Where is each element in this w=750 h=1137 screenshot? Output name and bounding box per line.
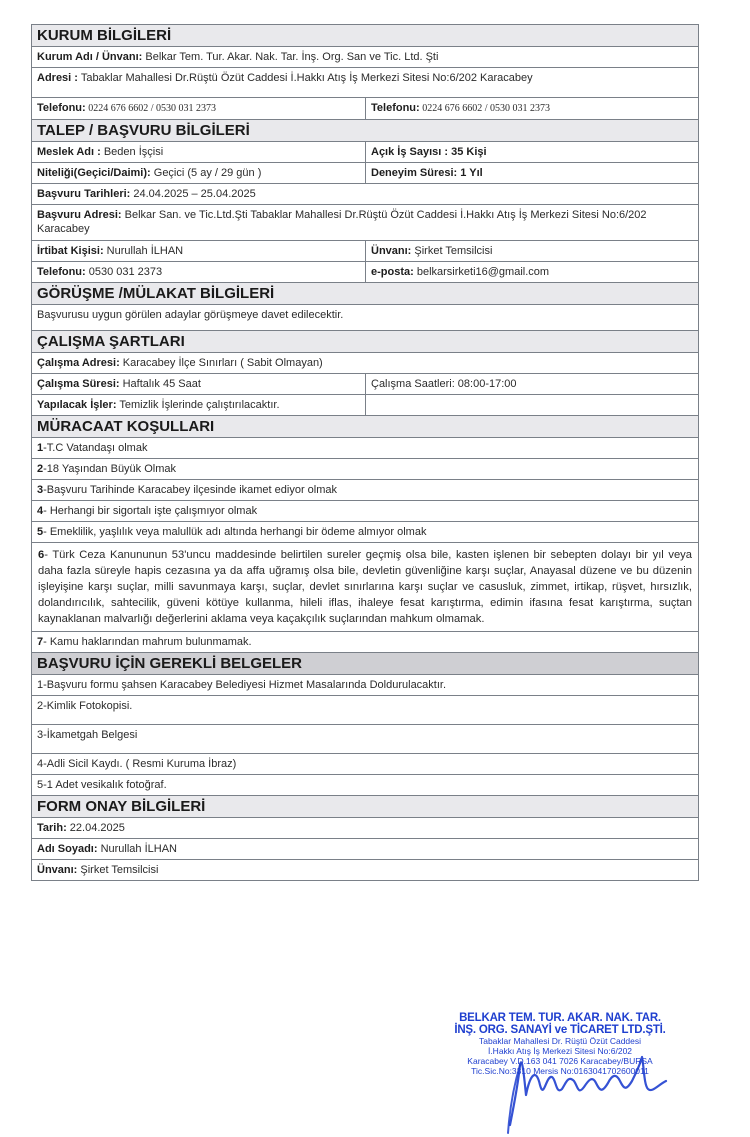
label-deneyim: Deneyim Süresi: 1 Yıl [371,167,483,179]
condition-item: 7- Kamu haklarından mahrum bulunmamak. [32,632,698,653]
value-irtibat: Nurullah İLHAN [103,245,184,257]
row-nitelik [32,163,698,184]
row-onay-tarih [32,818,698,839]
row-basvuru-tarihleri [32,184,698,205]
condition-item: 1-T.C Vatandaşı olmak [32,438,698,459]
label-calisma-adresi: Çalışma Adresi: [37,357,120,369]
label-telefon-1: Telefonu: [37,102,86,114]
value-unvan: Şirket Temsilcisi [411,245,493,257]
document-item: 1-Başvuru formu şahsen Karacabey Belediyesi Hizmet Masalarında Doldurulacaktır. [32,675,698,696]
label-onay-ad: Adı Soyadı: [37,843,98,855]
stamp-line-1: BELKAR TEM. TUR. AKAR. NAK. TAR. [459,1012,661,1024]
label-telefon: Telefonu: [37,266,86,278]
section-header-gorusme: GÖRÜŞME /MÜLAKAT BİLGİLERİ [32,283,698,305]
condition-item: 6- Türk Ceza Kanununun 53'uncu maddesinde belirtilen sureler geçmiş olsa bile, kasten işlenen bir sebepten dolayı bir yıl veya daha fazla süreyle hapis cezasına ya da affa uğramış olsa bile, devletin güvenliğine karşı suçlar, Anayasal düzene ve bu düzenin işleyişine karşı suçlar, milli savunmaya karşı, suçlar, devlet sınırlarına karşı suçlar ve casusluk, zimmet, irtikap, rüşvet, hırsızlık, dolandırıcılık, sahtecilik, güveni kötüye kullanma, hileli iflas, ihaleye fesat karıştırma, edimin ifasına fesat karıştırma, suçtan kaynaklanan malvarlığı değerlerini aklama veya kaçakçılık suçlarından mahkum olmamak. [32,543,698,632]
row-yapilacak-isler [32,395,698,416]
condition-item: 4- Herhangi bir sigortalı işte çalışmıyor olmak [32,501,698,522]
value-onay-ad: Nurullah İLHAN [97,843,177,855]
value-meslek: Beden İşçisi [100,146,164,158]
document-item: 2-Kimlik Fotokopisi. [32,696,698,725]
label-onay-unvan: Ünvanı: [37,864,78,876]
label-basvuru-tarihleri: Başvuru Tarihleri: [37,188,131,200]
label-yapilacak-isler: Yapılacak İşler: [37,399,117,411]
row-onay-unvan [32,860,698,881]
row-iletisim [32,262,698,283]
section-header-belgeler: BAŞVURU İÇİN GEREKLİ BELGELER [32,653,698,675]
label-kurum-unvan: Kurum Adı / Ünvanı: [37,51,143,63]
document-item: 3-İkametgah Belgesi [32,725,698,754]
value-kurum-unvan: Belkar Tem. Tur. Akar. Nak. Tar. İnş. Org. San ve Tic. Ltd. Şti [142,51,439,63]
label-calisma-suresi: Çalışma Süresi: [37,378,120,390]
label-telefon-2: Telefonu: [371,102,420,114]
row-kurum-telefon [32,98,698,120]
label-onay-tarih: Tarih: [37,822,67,834]
value-eposta: belkarsirketi16@gmail.com [413,266,550,278]
value-basvuru-tarihleri: 24.04.2025 – 25.04.2025 [130,188,256,200]
value-nitelik: Geçici (5 ay / 29 gün ) [150,167,262,179]
label-meslek: Meslek Adı : [37,146,101,158]
stamp-line-3: Tabaklar Mahallesi Dr. Rüştü Özüt Caddesi [478,1036,642,1046]
value-kurum-adres: Tabaklar Mahallesi Dr.Rüştü Özüt Caddesi İ.Hakkı Atış İş Merkezi Sitesi No:6/202 Karacabey [77,72,533,84]
label-irtibat: İrtibat Kişisi: [37,245,104,257]
label-nitelik: Niteliği(Geçici/Daimi): [37,167,151,179]
row-meslek [32,142,698,163]
value-calisma-saatleri: Çalışma Saatleri: 08:00-17:00 [371,378,517,390]
value-yapilacak-isler: Temizlik İşlerinde çalıştırılacaktır. [116,399,280,411]
stamp-line-4: İ.Hakkı Atış İş Merkezi Sitesi No:6/202 [487,1046,633,1056]
section-header-kurum: KURUM BİLGİLERİ [32,25,698,47]
document-item: 4-Adli Sicil Kaydı. ( Resmi Kuruma İbraz) [32,754,698,775]
value-calisma-adresi: Karacabey İlçe Sınırları ( Sabit Olmayan) [119,357,323,369]
section-header-calisma: ÇALIŞMA ŞARTLARI [32,331,698,353]
label-unvan: Ünvanı: [371,245,412,257]
value-telefon: 0530 031 2373 [85,266,163,278]
value-onay-tarih: 22.04.2025 [66,822,125,834]
row-kurum-unvan [32,47,698,68]
section-header-onay: FORM ONAY BİLGİLERİ [32,796,698,818]
label-basvuru-adresi: Başvuru Adresi: [37,209,122,221]
label-eposta: e-posta: [371,266,414,278]
label-kurum-adres: Adresi : [37,72,78,84]
label-acik-is: Açık İş Sayısı : 35 Kişi [371,146,487,158]
value-onay-unvan: Şirket Temsilcisi [77,864,159,876]
job-posting-form [31,24,699,881]
stamp-line-6: Tic.Sic.No:3310 Mersis No:0163041702600011 [471,1066,649,1076]
row-irtibat [32,241,698,262]
value-telefon-2: 0224 676 6602 / 0530 031 2373 [419,103,550,114]
condition-item: 3-Başvuru Tarihinde Karacabey ilçesinde ikamet ediyor olmak [32,480,698,501]
value-calisma-suresi: Haftalık 45 Saat [119,378,201,390]
condition-item: 2-18 Yaşından Büyük Olmak [32,459,698,480]
row-gorusme-text [32,305,698,331]
section-header-talep: TALEP / BAŞVURU BİLGİLERİ [32,120,698,142]
row-basvuru-adresi [32,205,698,241]
row-calisma-suresi [32,374,698,395]
stamp-line-5: Karacabey V.D.163 041 7026 Karacabey/BURSA [467,1056,653,1066]
stamp-line-2: İNŞ. ORG. SANAYİ ve TİCARET LTD.ŞTİ. [454,1024,666,1036]
gorusme-text: Başvurusu uygun görülen adaylar görüşmeye davet edilecektir. [37,309,344,321]
value-basvuru-adresi: Belkar San. ve Tic.Ltd.Şti Tabaklar Mahallesi Dr.Rüştü Özüt Caddesi İ.Hakkı Atış İş Merkezi Sitesi No:6/202 Karacabey [37,209,647,235]
signature-icon [490,1045,680,1137]
row-onay-ad [32,839,698,860]
section-header-muracaat: MÜRACAAT KOŞULLARI [32,416,698,438]
row-calisma-adresi [32,353,698,374]
value-telefon-1: 0224 676 6602 / 0530 031 2373 [85,103,216,114]
condition-item: 5- Emeklilik, yaşlılık veya malullük adı altında herhangi bir ödeme almıyor olmak [32,522,698,543]
document-item: 5-1 Adet vesikalık fotoğraf. [32,775,698,796]
row-kurum-adres [32,68,698,98]
